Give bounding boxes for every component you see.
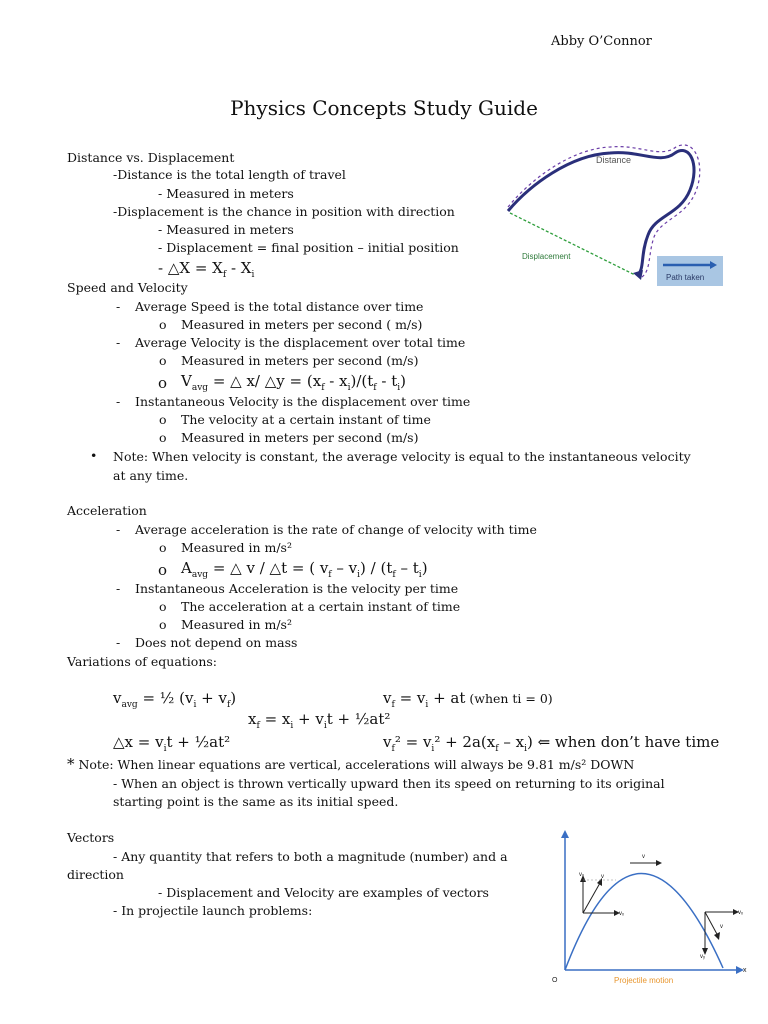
equation-vf: $v_f = v_i$ + at (when ti = 0) bbox=[383, 689, 553, 710]
legend-label: Path taken bbox=[666, 273, 705, 282]
svg-text:v: v bbox=[642, 854, 645, 860]
section-heading-distance: Distance vs. Displacement bbox=[67, 150, 235, 165]
text-line: Average Speed is the total distance over time bbox=[135, 299, 424, 314]
text-line: - Any quantity that refers to both a magnitude (number) and a bbox=[113, 849, 508, 864]
text-line: - Measured in meters bbox=[158, 222, 294, 237]
equation-vavg: $v_{avg}$ = ½ $(v_i + v_f)$ bbox=[113, 689, 237, 710]
circle-bullet: o bbox=[158, 374, 168, 392]
svg-text:vₓ: vₓ bbox=[619, 911, 624, 917]
projectile-motion-figure bbox=[538, 828, 753, 993]
x-axis-label: x bbox=[743, 967, 747, 974]
circle-bullet: o bbox=[159, 540, 167, 555]
section-heading-speed: Speed and Velocity bbox=[67, 280, 188, 295]
text-line: Instantaneous Acceleration is the velocity per time bbox=[135, 581, 459, 596]
text-line: Measured in meters per second (m/s) bbox=[181, 353, 419, 368]
section-heading-acceleration: Acceleration bbox=[67, 503, 147, 518]
svg-text:vᵧ: vᵧ bbox=[579, 872, 584, 878]
note-line: at any time. bbox=[113, 468, 189, 483]
origin-label: O bbox=[552, 977, 558, 984]
note-line: Note: When velocity is constant, the average velocity is equal to the instantaneous velocity bbox=[113, 449, 691, 464]
y-axis-arrowhead bbox=[561, 830, 569, 838]
text-line: Measured in m/s² bbox=[181, 540, 292, 555]
text-line: Does not depend on mass bbox=[135, 635, 298, 650]
svg-text:v: v bbox=[601, 874, 604, 880]
text-line: Measured in meters per second ( m/s) bbox=[181, 317, 423, 332]
equation-xf: $x_f = x_i + v_it$ + ½at² bbox=[248, 710, 391, 731]
dash-bullet: - bbox=[116, 635, 121, 650]
section-heading-variations: Variations of equations: bbox=[67, 654, 217, 669]
displacement-line bbox=[510, 213, 635, 275]
circle-bullet: o bbox=[159, 412, 167, 427]
text-line: Measured in meters per second (m/s) bbox=[181, 430, 419, 445]
distance-label: Distance bbox=[596, 155, 632, 165]
dash-bullet: - bbox=[116, 335, 121, 350]
text-line: - Measured in meters bbox=[158, 186, 294, 201]
circle-bullet: o bbox=[159, 353, 167, 368]
displacement-label: Displacement bbox=[522, 252, 571, 261]
svg-text:vₓ: vₓ bbox=[738, 910, 743, 916]
text-line: - Displacement and Velocity are examples of vectors bbox=[158, 885, 489, 900]
distance-displacement-figure bbox=[500, 135, 730, 290]
equation-avg-velocity: $V_{avg}$ = △ x/ △y = $(x_f - x_i)/(t_f - t_i)$ bbox=[181, 372, 407, 393]
text-line: The velocity at a certain instant of time bbox=[181, 412, 431, 427]
text-line: -Distance is the total length of travel bbox=[113, 167, 346, 182]
equation-avg-acceleration: $A_{avg}$ = △ v / △t = ( $v_f - v_i) / (t_f - t_i)$ bbox=[181, 559, 428, 580]
circle-bullet: o bbox=[159, 599, 167, 614]
text-line: Measured in m/s² bbox=[181, 617, 292, 632]
section-heading-vectors: Vectors bbox=[67, 830, 115, 845]
dash-bullet: - bbox=[116, 581, 121, 596]
circle-bullet: o bbox=[159, 317, 167, 332]
dot-bullet: • bbox=[90, 448, 98, 463]
equation-dx: △x = $v_it$ + ½at² bbox=[113, 733, 231, 754]
figure-caption: Projectile motion bbox=[614, 976, 674, 985]
dash-bullet: - bbox=[116, 394, 121, 409]
page-title: Physics Concepts Study Guide bbox=[230, 96, 538, 120]
note-vertical: * Note: When linear equations are vertical, accelerations will always be 9.81 m/s² DOWN bbox=[67, 755, 635, 773]
dash-bullet: - bbox=[116, 522, 121, 537]
text-line: The acceleration at a certain instant of time bbox=[181, 599, 461, 614]
author-name: Abby O’Connor bbox=[551, 34, 652, 49]
text-line: - In projectile launch problems: bbox=[113, 903, 313, 918]
text-line: Instantaneous Velocity is the displacement over time bbox=[135, 394, 471, 409]
path-arrowhead bbox=[633, 270, 643, 280]
svg-text:v: v bbox=[720, 924, 723, 930]
equation-vf-squared: $v_f^2 = v_i^2 + 2a(x_f - x_i)$ ⇐ when don’t have time bbox=[383, 733, 720, 754]
dash-bullet: - bbox=[116, 299, 121, 314]
text-line: direction bbox=[67, 867, 124, 882]
circle-bullet: o bbox=[158, 561, 168, 579]
svg-text:vᵧ: vᵧ bbox=[700, 954, 705, 960]
text-line: - Displacement = final position – initial position bbox=[158, 240, 459, 255]
text-line: -Displacement is the chance in position with direction bbox=[113, 204, 455, 219]
circle-bullet: o bbox=[159, 617, 167, 632]
note-line: starting point is the same as its initial speed. bbox=[113, 794, 399, 809]
note-line: - When an object is thrown vertically upward then its speed on returning to its original bbox=[113, 776, 665, 791]
circle-bullet: o bbox=[159, 430, 167, 445]
equation-displacement: - △X = $X_f - X_i$ bbox=[158, 259, 255, 280]
text-line: Average acceleration is the rate of change of velocity with time bbox=[135, 522, 537, 537]
text-line: Average Velocity is the displacement over total time bbox=[135, 335, 466, 350]
